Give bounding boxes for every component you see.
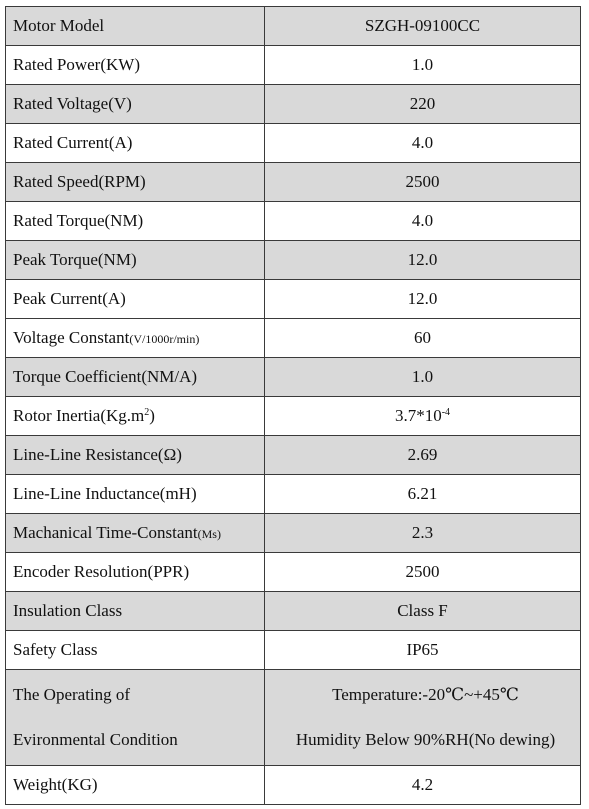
table-row — [6, 46, 581, 85]
spec-label: Line-Line Resistance(Ω) — [6, 436, 265, 475]
spec-label: Voltage Constant — [13, 327, 130, 347]
spec-label: Insulation Class — [6, 592, 265, 631]
spec-value: 3.7*10 — [394, 405, 442, 425]
spec-label-line: Evironmental Condition — [13, 729, 178, 749]
spec-value: 220 — [265, 85, 581, 124]
table-row — [6, 7, 581, 46]
spec-value: 4.0 — [265, 202, 581, 241]
table-row — [6, 163, 581, 202]
spec-label: Rotor Inertia(Kg.m — [13, 405, 145, 425]
spec-value: 4.0 — [265, 124, 581, 163]
spec-value: 60 — [265, 319, 581, 358]
spec-value-line: Temperature:-20℃~+45℃ — [332, 684, 519, 704]
table-row — [6, 202, 581, 241]
spec-label: Torque Coefficient(NM/A) — [6, 358, 265, 397]
spec-label: Machanical Time-Constant — [13, 522, 198, 542]
spec-label: Weight(KG) — [6, 766, 265, 805]
spec-label-unit: (V/1000r/min) — [129, 331, 200, 346]
table-row — [6, 670, 581, 766]
table-row — [6, 241, 581, 280]
spec-value: 2.3 — [265, 514, 581, 553]
table-row — [6, 358, 581, 397]
spec-label: Rated Torque(NM) — [6, 202, 265, 241]
table-row — [6, 592, 581, 631]
table-row — [6, 766, 581, 805]
spec-value: 12.0 — [265, 280, 581, 319]
spec-value: 1.0 — [265, 46, 581, 85]
spec-label-cell — [6, 514, 265, 553]
spec-value-superscript: -4 — [441, 406, 451, 418]
table-row — [6, 85, 581, 124]
table-row — [6, 436, 581, 475]
spec-label: Safety Class — [6, 631, 265, 670]
spec-label-superscript: 2 — [144, 406, 150, 418]
table-row — [6, 553, 581, 592]
spec-label: Rated Voltage(V) — [6, 85, 265, 124]
spec-label: Peak Current(A) — [6, 280, 265, 319]
spec-label: Line-Line Inductance(mH) — [6, 475, 265, 514]
spec-label-lines — [13, 686, 264, 750]
spec-label-cell — [6, 670, 265, 766]
spec-value-cell — [265, 670, 581, 766]
table-row — [6, 475, 581, 514]
spec-label-cell — [6, 397, 265, 436]
spec-value: Class F — [265, 592, 581, 631]
spec-label-line: The Operating of — [13, 684, 131, 704]
table-row — [6, 397, 581, 436]
spec-label-cell — [6, 319, 265, 358]
spec-value: 2.69 — [265, 436, 581, 475]
spec-value: 12.0 — [265, 241, 581, 280]
spec-value: SZGH-09100CC — [265, 7, 581, 46]
spec-value: 4.2 — [265, 766, 581, 805]
spec-value: 1.0 — [265, 358, 581, 397]
spec-value-cell — [265, 397, 581, 436]
table-row — [6, 319, 581, 358]
spec-value: 6.21 — [265, 475, 581, 514]
spec-label: Motor Model — [6, 7, 265, 46]
spec-label-unit: (Ms) — [197, 526, 221, 541]
spec-label: Peak Torque(NM) — [6, 241, 265, 280]
motor-spec-table — [5, 6, 581, 805]
spec-value: IP65 — [265, 631, 581, 670]
spec-label: Rated Current(A) — [6, 124, 265, 163]
spec-value: 2500 — [265, 163, 581, 202]
spec-label-end: ) — [149, 405, 155, 425]
spec-label: Rated Power(KW) — [6, 46, 265, 85]
table-row — [6, 631, 581, 670]
spec-value-lines — [271, 686, 580, 750]
spec-value: 2500 — [265, 553, 581, 592]
spec-value-line: Humidity Below 90%RH(No dewing) — [295, 729, 556, 749]
table-row — [6, 280, 581, 319]
spec-label: Rated Speed(RPM) — [6, 163, 265, 202]
table-row — [6, 124, 581, 163]
spec-label: Encoder Resolution(PPR) — [6, 553, 265, 592]
table-row — [6, 514, 581, 553]
